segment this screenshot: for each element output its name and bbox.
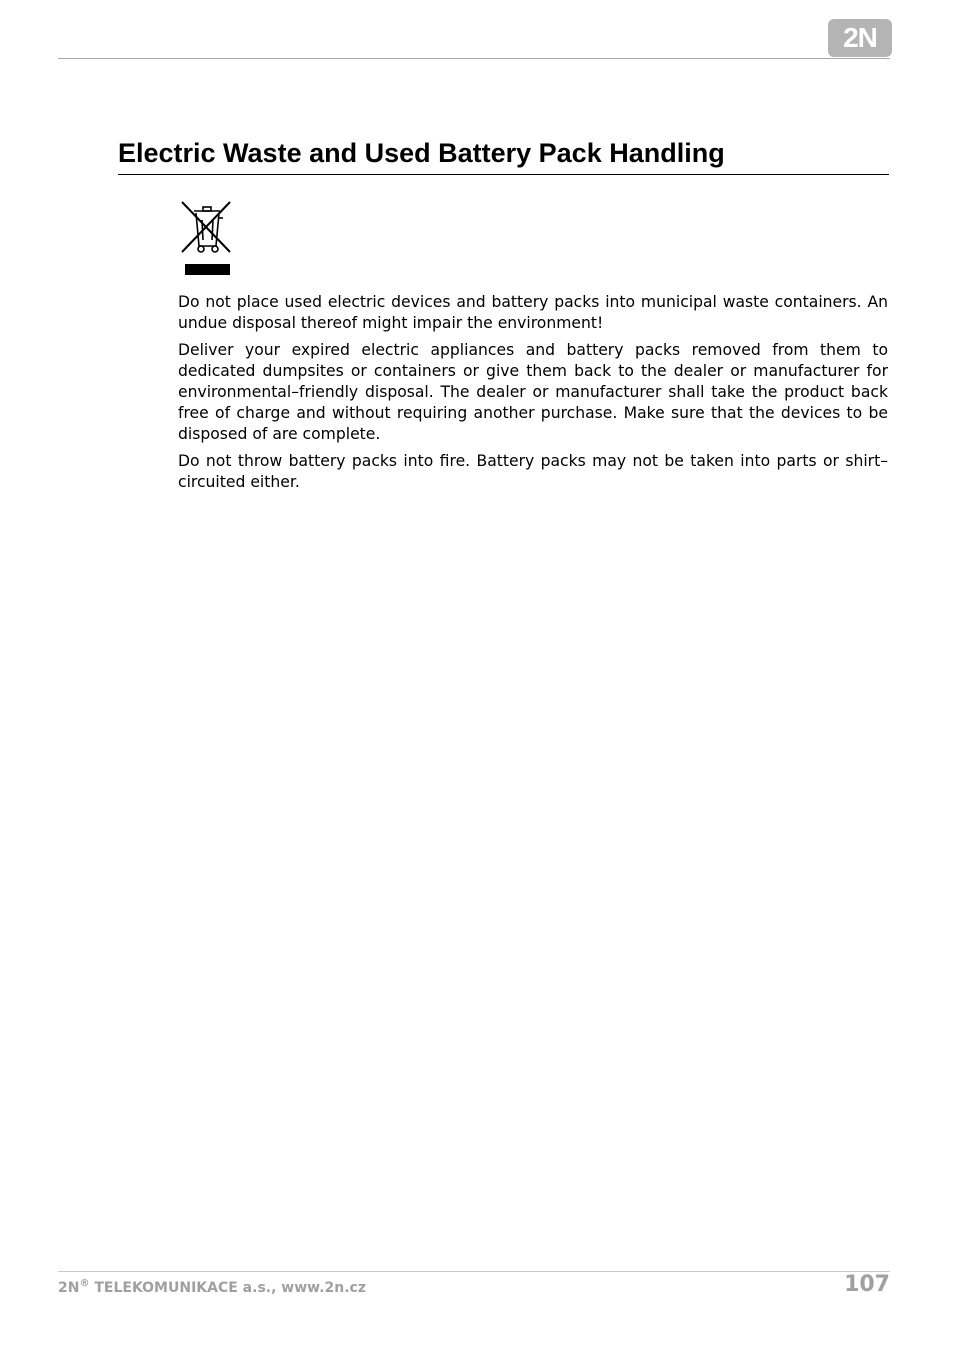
brand-logo-text: 2N xyxy=(843,22,877,53)
crossed-out-wheelie-bin-icon xyxy=(178,198,236,278)
registered-mark: ® xyxy=(79,1278,90,1289)
footer-divider xyxy=(58,1271,890,1272)
paragraph-return-instructions: Deliver your expired electric appliances and battery packs removed from them to dedicated dumpsites or containers or give them back to the dealer or manufacturer for environmental–friendly disposal. The dealer or manufacturer shall take the product back free of charge and without requiring another purchase. Make sure that the devices to be disposed of are complete. xyxy=(178,341,888,443)
footer-company xyxy=(58,1278,366,1296)
section-body xyxy=(178,292,888,499)
page-title: Electric Waste and Used Battery Pack Handling xyxy=(118,136,889,175)
header-divider xyxy=(58,58,890,59)
footer-company-text: TELEKOMUNIKACE a.s., www.2n.cz xyxy=(89,1280,366,1296)
footer-brand: 2N xyxy=(58,1280,80,1296)
brand-logo xyxy=(828,19,892,57)
page-number: 107 xyxy=(844,1272,890,1297)
paragraph-battery-safety: Do not throw battery packs into fire. Battery packs may not be taken into parts or shirt–circuited either. xyxy=(178,452,888,491)
paragraph-disposal-warning: Do not place used electric devices and battery packs into municipal waste containers. An undue disposal thereof might impair the environment! xyxy=(178,293,888,332)
